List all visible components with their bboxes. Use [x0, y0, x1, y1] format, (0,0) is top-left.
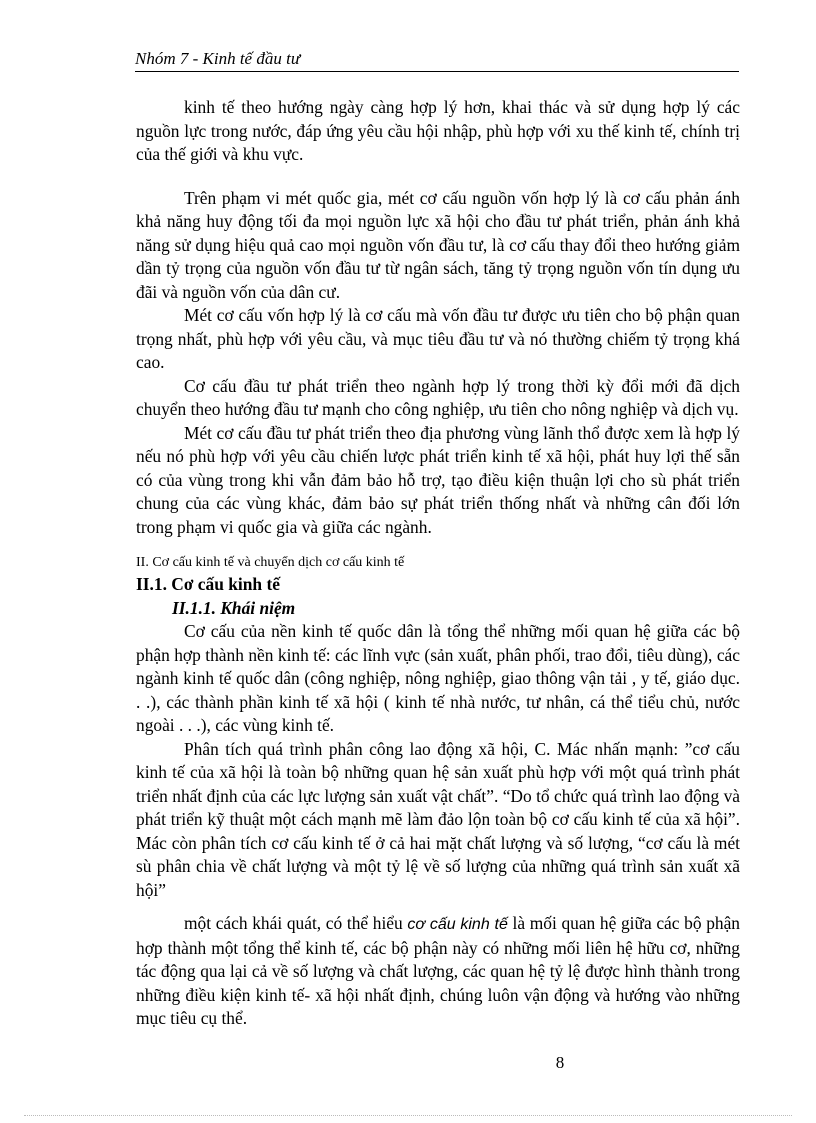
definition-term: cơ cấu kinh tế: [407, 916, 508, 933]
section-heading: II. Cơ cấu kinh tế và chuyển dịch cơ cấu kinh tế: [136, 555, 405, 570]
paragraph-2: Trên phạm vi mét quốc gia, mét cơ cấu nguồn vốn hợp lý là cơ cấu phản ánh khả năng huy động tối đa mọi nguồn lực xã hội cho đầu tư phát triển, phản ánh khả năng sử dụng hiệu quả cao mọi nguồn vốn đầu tư, là cơ cấu thay đổi theo hướng giảm dần tỷ trọng của nguồn vốn đầu tư từ ngân sách, tăng tỷ trọng nguồn vốn tín dụng ưu đãi và nguồn vốn của dân cư.: [136, 187, 740, 302]
subsection-heading: II.1. Cơ cấu kinh tế: [136, 574, 280, 594]
paragraph-8: [136, 912, 740, 1031]
page-number: 8: [555, 1053, 565, 1072]
paragraph-8-start: một cách khái quát, có thể hiểu: [184, 913, 408, 933]
paragraph-3: Mét cơ cấu vốn hợp lý là cơ cấu mà vốn đầu tư được ưu tiên cho bộ phận quan trọng nhất, phù hợp với yêu cầu, và mục tiêu đầu tư và nó thường chiếm tỷ trọng khá cao.: [136, 305, 740, 372]
paragraph-4: Cơ cấu đầu tư phát triển theo ngành hợp lý trong thời kỳ đổi mới đã dịch chuyển theo hướng đầu tư mạnh cho công nghiệp, ưu tiên cho nông nghiệp và dịch vụ.: [136, 375, 740, 419]
paragraph-5: Mét cơ cấu đầu tư phát triển theo địa phương vùng lãnh thổ được xem là hợp lý nếu nó phù hợp với yêu cầu chiến lược phát triển kinh tế xã hội, phát huy lợi thế sẵn có của vùng trong khi vẫn đảm bảo hỗ trợ, tạo điều kiện thuận lợi cho sù phát triển chung của các vùng khác, đảm bảo sự phát triển thống nhất và những cân đối lớn trong phạm vi quốc gia và giữa các ngành.: [136, 422, 740, 537]
paragraph-7: Phân tích quá trình phân công lao động xã hội, C. Mác nhấn mạnh: ”cơ cấu kinh tế của xã hội là toàn bộ những quan hệ sản xuất phù hợp với một quá trình phát triển nhất định của các lực lượng sản xuất vật chất”. “Do tổ chức quá trình lao động và phát triển kỹ thuật một cách mạnh mẽ làm đảo lộn toàn bộ cơ cấu kinh tế của xã hội”. Mác còn phân tích cơ cấu kinh tế ở cả hai mặt chất lượng và số lượng, “cơ cấu là mét sù phân chia về chất lượng và một tỷ lệ về số lượng của những quá trình sản xuất xã hội”: [136, 738, 740, 900]
paragraph-6: Cơ cấu của nền kinh tế quốc dân là tổng thể những mối quan hệ giữa các bộ phận hợp thành nền kinh tế: các lĩnh vực (sản xuất, phân phối, trao đổi, tiêu dùng), các ngành kinh tế quốc dân (công nghiệp, nông nghiệp, giao thông vận tải , y tế, giáo dục. . .), các thành phần kinh tế xã hội ( kinh tế nhà nước, tư nhân, cá thể tiểu chủ, nước ngoài . . .), các vùng kinh tế.: [136, 621, 740, 735]
subsubsection-heading: II.1.1. Khái niệm: [172, 597, 296, 618]
document-body: [136, 96, 740, 1031]
page-bottom-divider: [24, 1115, 792, 1116]
header-title: Nhóm 7 - Kinh tế đầu tư: [135, 49, 301, 68]
paragraph-1: kinh tế theo hướng ngày càng hợp lý hơn, khai thác và sử dụng hợp lý các nguồn lực trong nước, đáp ứng yêu cầu hội nhập, phù hợp với xu thế kinh tế, chính trị của thế giới và khu vực.: [136, 97, 740, 164]
page-header: [135, 48, 739, 72]
paragraph-8-end: là mối quan hệ giữa các bộ phận hợp thành một tổng thể kinh tế, các bộ phận này có những mối liên hệ hữu cơ, những tác động qua lại cả về số lượng và chất lượng, các quan hệ tỷ lệ được hình thành trong những điều kiện kinh tế- xã hội nhất định, chúng luôn vận động và hướng vào những mục tiêu cụ thể.: [136, 913, 740, 1028]
